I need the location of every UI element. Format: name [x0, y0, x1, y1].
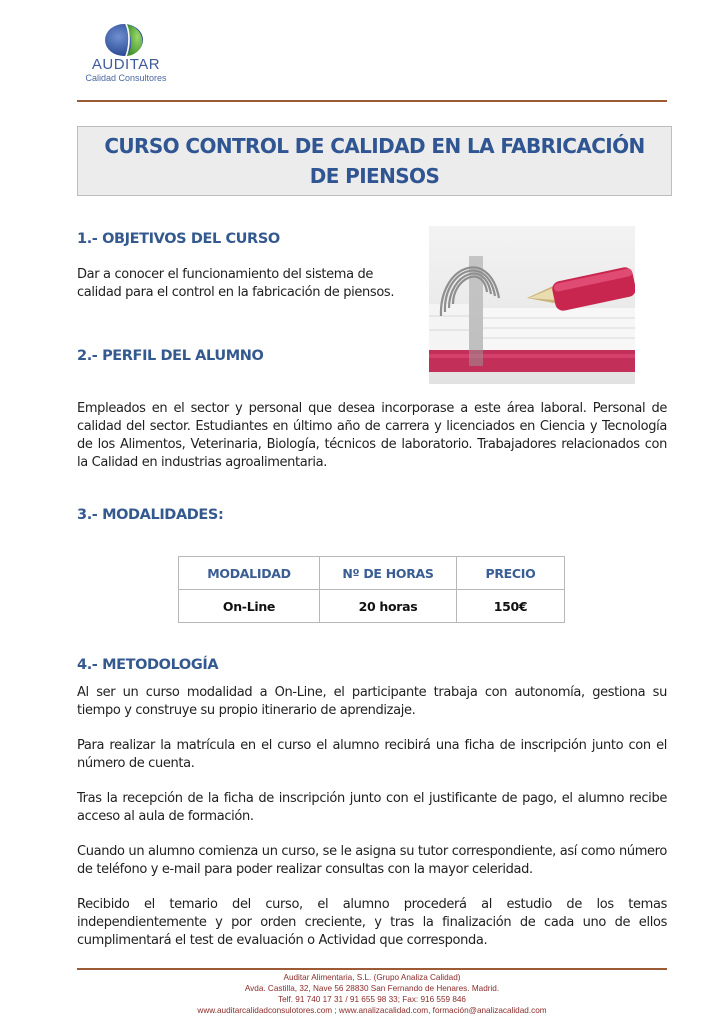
modalidades-table: [178, 556, 565, 623]
metodologia-paragraph: Para realizar la matrícula en el curso el alumno recibirá una ficha de inscripción junto con el número de cuenta.: [77, 738, 667, 771]
cell-modalidad: On-Line: [179, 590, 320, 623]
metodologia-paragraph: Al ser un curso modalidad a On-Line, el participante trabaja con autonomía, gestiona su tiempo y construye su propio itinerario de aprendizaje.: [77, 685, 667, 718]
metodologia-paragraph: Tras la recepción de la ficha de inscripción junto con el justificante de pago, el alumno recibe acceso al aula de formación.: [77, 791, 667, 824]
table-row: [179, 590, 565, 623]
cell-horas: 20 horas: [320, 590, 457, 623]
title-box: [77, 126, 672, 196]
company-logo: [78, 20, 174, 84]
section-heading-modalidades: 3.- MODALIDADES:: [77, 507, 224, 523]
metodologia-paragraph: Recibido el temario del curso, el alumno procederá al estudio de los temas independientemente y por orden creciente, y tras la finalización de cada uno de ellos cumplimentará el test de evaluación o Actividad que corresponda.: [77, 897, 667, 948]
footer-company: Auditar Alimentaria, S.L. (Grupo Analiza Calidad): [283, 973, 461, 982]
footer-web-email: www.auditarcalidadconsulotores.com ; www.analizacalidad.com, formación@analizacalidad.com: [197, 1006, 547, 1015]
notebook-pen-photo: [429, 226, 635, 384]
logo-name: AUDITAR: [91, 56, 161, 73]
footer: [77, 972, 667, 1016]
footer-address: Avda. Castilla, 32, Nave 56 28830 San Fernando de Henares. Madrid.: [244, 984, 500, 993]
notebook-pen-icon: [429, 226, 635, 384]
logo-tagline: Calidad Consultores: [85, 73, 167, 83]
column-header-horas: Nº DE HORAS: [320, 557, 457, 590]
footer-phone: Telf. 91 740 17 31 / 91 655 98 33; Fax: 916 559 846: [277, 995, 466, 1004]
page-title: CURSO CONTROL DE CALIDAD EN LA FABRICACIÓN DE PIENSOS: [104, 134, 645, 188]
header-divider: [77, 100, 667, 102]
column-header-modalidad: MODALIDAD: [179, 557, 320, 590]
cell-precio: 150€: [457, 590, 565, 623]
column-header-precio: PRECIO: [457, 557, 565, 590]
globe-logo-icon: [104, 22, 144, 58]
objetivos-text: Dar a conocer el funcionamiento del sistema de calidad para el control en la fabricación de piensos.: [77, 267, 395, 300]
footer-divider: [77, 968, 667, 970]
table-header-row: [179, 557, 565, 590]
section-heading-perfil: 2.- PERFIL DEL ALUMNO: [77, 348, 264, 364]
perfil-text: Empleados en el sector y personal que desea incorporase a este área laboral. Personal de calidad del sector. Estudiantes en último año de carrera y licenciados en Ciencia y Tecnología de los Alimentos, Veterinaria, Biología, técnicos de laboratorio. Trabajadores relacionados con la Calidad en industrias agroalimentaria.: [77, 401, 667, 470]
section-heading-metodologia: 4.- METODOLOGÍA: [77, 657, 219, 673]
metodologia-paragraph: Cuando un alumno comienza un curso, se le asigna su tutor correspondiente, así como número de teléfono y e-mail para poder realizar consultas con la mayor celeridad.: [77, 844, 667, 877]
section-heading-objetivos: 1.- OBJETIVOS DEL CURSO: [77, 231, 280, 247]
